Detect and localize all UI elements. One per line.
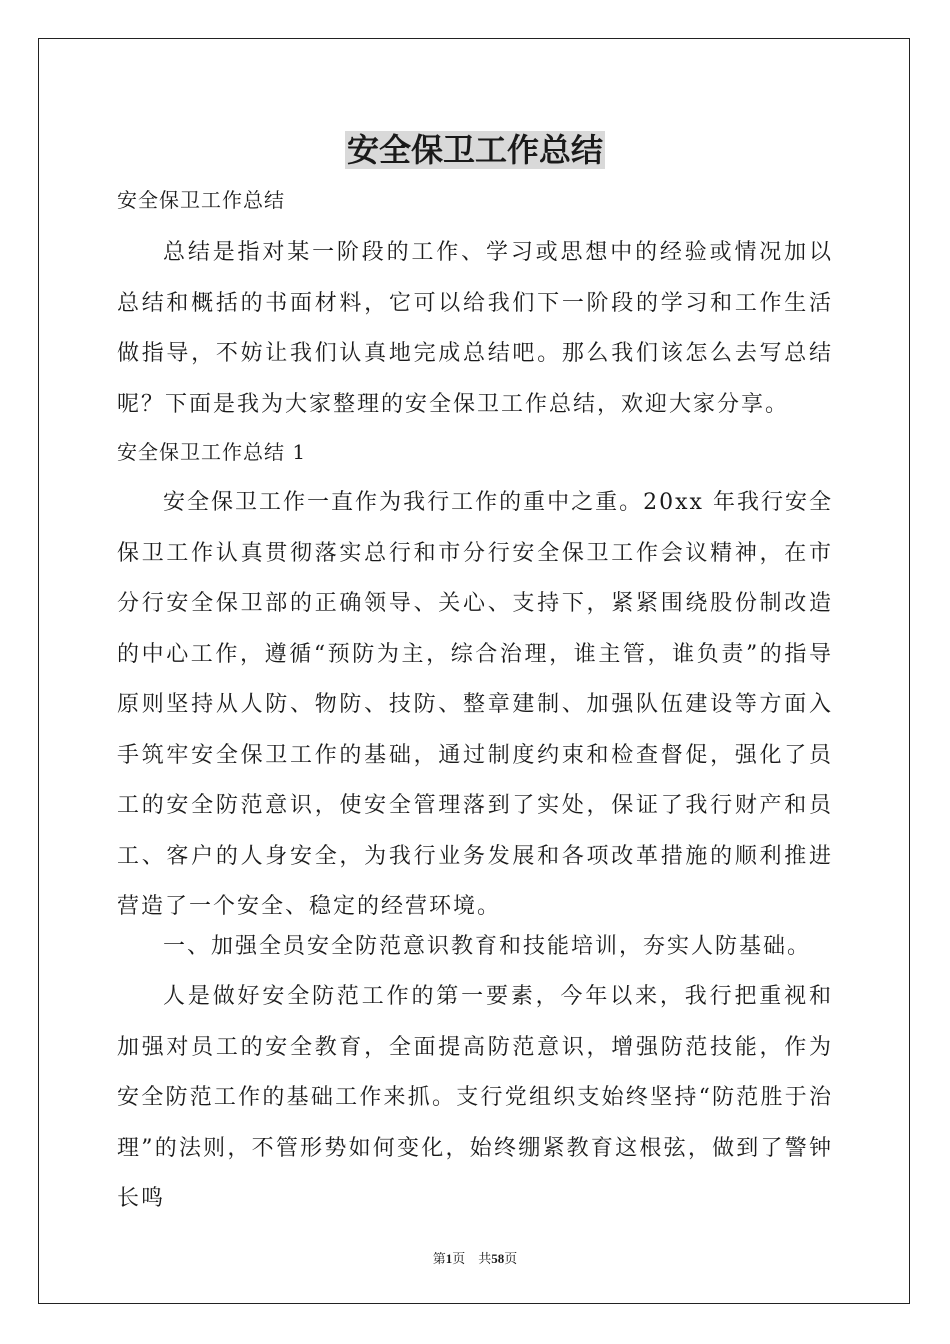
main-paragraph: 安全保卫工作一直作为我行工作的重中之重。20xx 年我行安全保卫工作认真贯彻落实总行和市分行安全保卫工作会议精神，在市分行安全保卫部的正确领导、关心、支持下，紧紧围绕股份制改造的中心工作，遵循“预防为主，综合治理，谁主管，谁负责”的指导原则坚持从人防、物防、技防、整章建制、加强队伍建设等方面入手筑牢安全保卫工作的基础，通过制度约束和检查督促，强化了员工的安全防范意识，使安全管理落到了实处，保证了我行财产和员工、客户的人身安全，为我行业务发展和各项改革措施的顺利推进营造了一个安全、稳定的经营环境。 [117, 490, 833, 919]
footer-prefix: 第 [432, 1251, 446, 1266]
document-title [0, 126, 950, 174]
page-footer [0, 1250, 950, 1268]
body-paragraph: 人是做好安全防范工作的第一要素，今年以来，我行把重视和加强对员工的安全教育，全面提高防范意识，增强防范技能，作为安全防范工作的基础工作来抓。支行党组织支始终坚持“防范胜于治理”的法则，不管形势如何变化，始终绷紧教育这根弦，做到了警钟长鸣 [117, 984, 833, 1211]
footer-total-suffix: 页 [504, 1251, 518, 1266]
document-subtitle: 安全保卫工作总结 [117, 188, 285, 212]
section-title: 安全保卫工作总结 1 [117, 440, 307, 464]
document-title-text: 安全保卫工作总结 [346, 131, 603, 169]
subsection-heading: 一、加强全员安全防范意识教育和技能培训，夯实人防基础。 [163, 934, 812, 959]
intro-paragraph: 总结是指对某一阶段的工作、学习或思想中的经验或情况加以总结和概括的书面材料，它可以给我们下一阶段的学习和工作生活做指导，不妨让我们认真地完成总结吧。那么我们该怎么去写总结呢？下面是我为大家整理的安全保卫工作总结，欢迎大家分享。 [117, 240, 833, 417]
footer-page-suffix: 页 [452, 1251, 466, 1266]
footer-total-prefix: 共 [478, 1251, 492, 1266]
footer-page-number: 1 [445, 1251, 453, 1266]
footer-total-pages: 58 [491, 1251, 505, 1266]
